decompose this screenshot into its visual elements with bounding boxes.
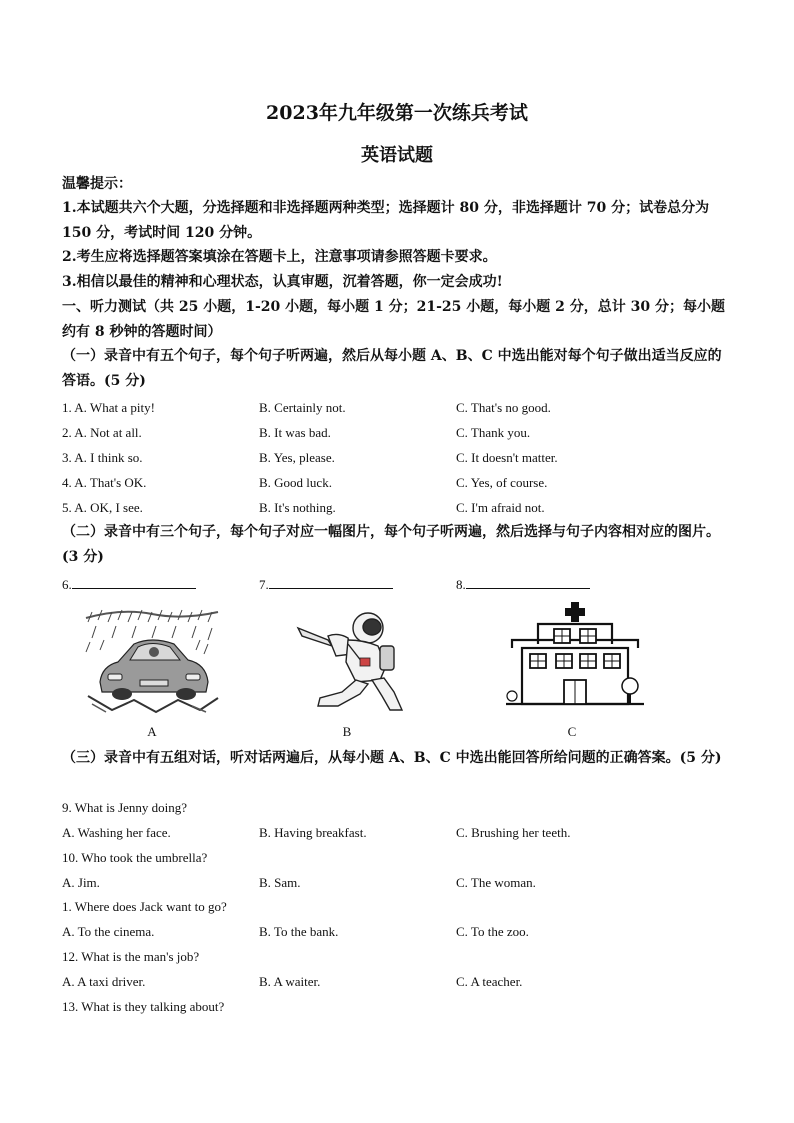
- answer-blank-6[interactable]: [62, 576, 196, 593]
- option-a: A. Jim.: [62, 875, 100, 890]
- answer-line: [466, 576, 590, 589]
- option-b: B. Yes, please.: [259, 450, 335, 465]
- option-b: B. Good luck.: [259, 475, 332, 490]
- option-a: A. Washing her face.: [62, 825, 171, 840]
- answer-blank-8[interactable]: [456, 576, 590, 593]
- notice-heading: 温馨提示：: [62, 176, 132, 192]
- part1-instruction: （一）录音中有五个句子，每个句子听两遍，然后从每小题 A、B、C 中选出能对每个句子做出适当反应的答语。(5 分): [62, 348, 722, 389]
- part2-instruction: （二）录音中有三个句子，每个句子对应一幅图片，每个句子听两遍，然后选择与句子内容相对应的图片。(3 分): [62, 524, 720, 565]
- option-c: C. A teacher.: [456, 974, 523, 989]
- option-b: B. It's nothing.: [259, 500, 336, 515]
- section-heading-listening: 一、听力测试（共 25 小题，1-20 小题，每小题 1 分；21-25 小题，每小题 2 分，总计 30 分；每小题约有 8 秒钟的答题时间）: [62, 299, 725, 340]
- option-c: C. The woman.: [456, 875, 536, 890]
- option-b: B. Certainly not.: [259, 400, 346, 415]
- question-stem: 9. What is Jenny doing?: [62, 800, 188, 815]
- part3-instruction: （三）录音中有五组对话，听对话两遍后，从每小题 A、B、C 中选出能回答所给问题的正确答案。(5 分): [62, 750, 722, 766]
- notice-item-1: 1.本试题共六个大题，分选择题和非选择题两种类型；选择题计 80 分，非选择题计 70 分；试卷总分为 150 分，考试时间 120 分钟。: [62, 200, 710, 241]
- picture-caption-b: B: [342, 724, 352, 739]
- blank-number: 8.: [456, 577, 466, 592]
- picture-caption-a: A: [147, 724, 157, 739]
- answer-line: [72, 576, 196, 589]
- option-a: A. A taxi driver.: [62, 974, 146, 989]
- option-c: C. I'm afraid not.: [456, 500, 545, 515]
- option-b: B. To the bank.: [259, 924, 339, 939]
- option-b: B. Having breakfast.: [259, 825, 367, 840]
- option-a: 2. A. Not at all.: [62, 425, 142, 440]
- answer-blank-7[interactable]: [259, 576, 393, 593]
- option-a: 1. A. What a pity!: [62, 400, 155, 415]
- option-b: B. It was bad.: [259, 425, 331, 440]
- option-c: C. That's no good.: [456, 400, 551, 415]
- notice-item-3: 3.相信以最佳的精神和心理状态，认真审题，沉着答题，你一定会成功!: [62, 274, 503, 290]
- astronaut-icon: [290, 606, 410, 716]
- option-a: A. To the cinema.: [62, 924, 155, 939]
- option-a: 4. A. That's OK.: [62, 475, 147, 490]
- option-c: C. To the zoo.: [456, 924, 529, 939]
- notice-item-2: 2.考生应将选择题答案填涂在答题卡上，注意事项请参照答题卡要求。: [62, 249, 497, 265]
- hospital-icon: [500, 600, 650, 712]
- question-stem: 10. Who took the umbrella?: [62, 850, 208, 865]
- question-stem: 1. Where does Jack want to go?: [62, 899, 227, 914]
- option-c: C. Brushing her teeth.: [456, 825, 571, 840]
- option-a: 3. A. I think so.: [62, 450, 143, 465]
- answer-line: [269, 576, 393, 589]
- option-c: C. Thank you.: [456, 425, 531, 440]
- option-c: C. It doesn't matter.: [456, 450, 558, 465]
- blank-number: 7.: [259, 577, 269, 592]
- exam-title: 2023年九年级第一次练兵考试: [266, 102, 528, 124]
- option-c: C. Yes, of course.: [456, 475, 548, 490]
- exam-subtitle: 英语试题: [361, 145, 433, 166]
- blank-number: 6.: [62, 577, 72, 592]
- car-in-rain-icon: [82, 604, 222, 714]
- option-a: 5. A. OK, I see.: [62, 500, 143, 515]
- option-b: B. A waiter.: [259, 974, 321, 989]
- picture-caption-c: C: [567, 724, 577, 739]
- question-stem: 12. What is the man's job?: [62, 949, 200, 964]
- option-b: B. Sam.: [259, 875, 301, 890]
- question-stem: 13. What is they talking about?: [62, 999, 225, 1014]
